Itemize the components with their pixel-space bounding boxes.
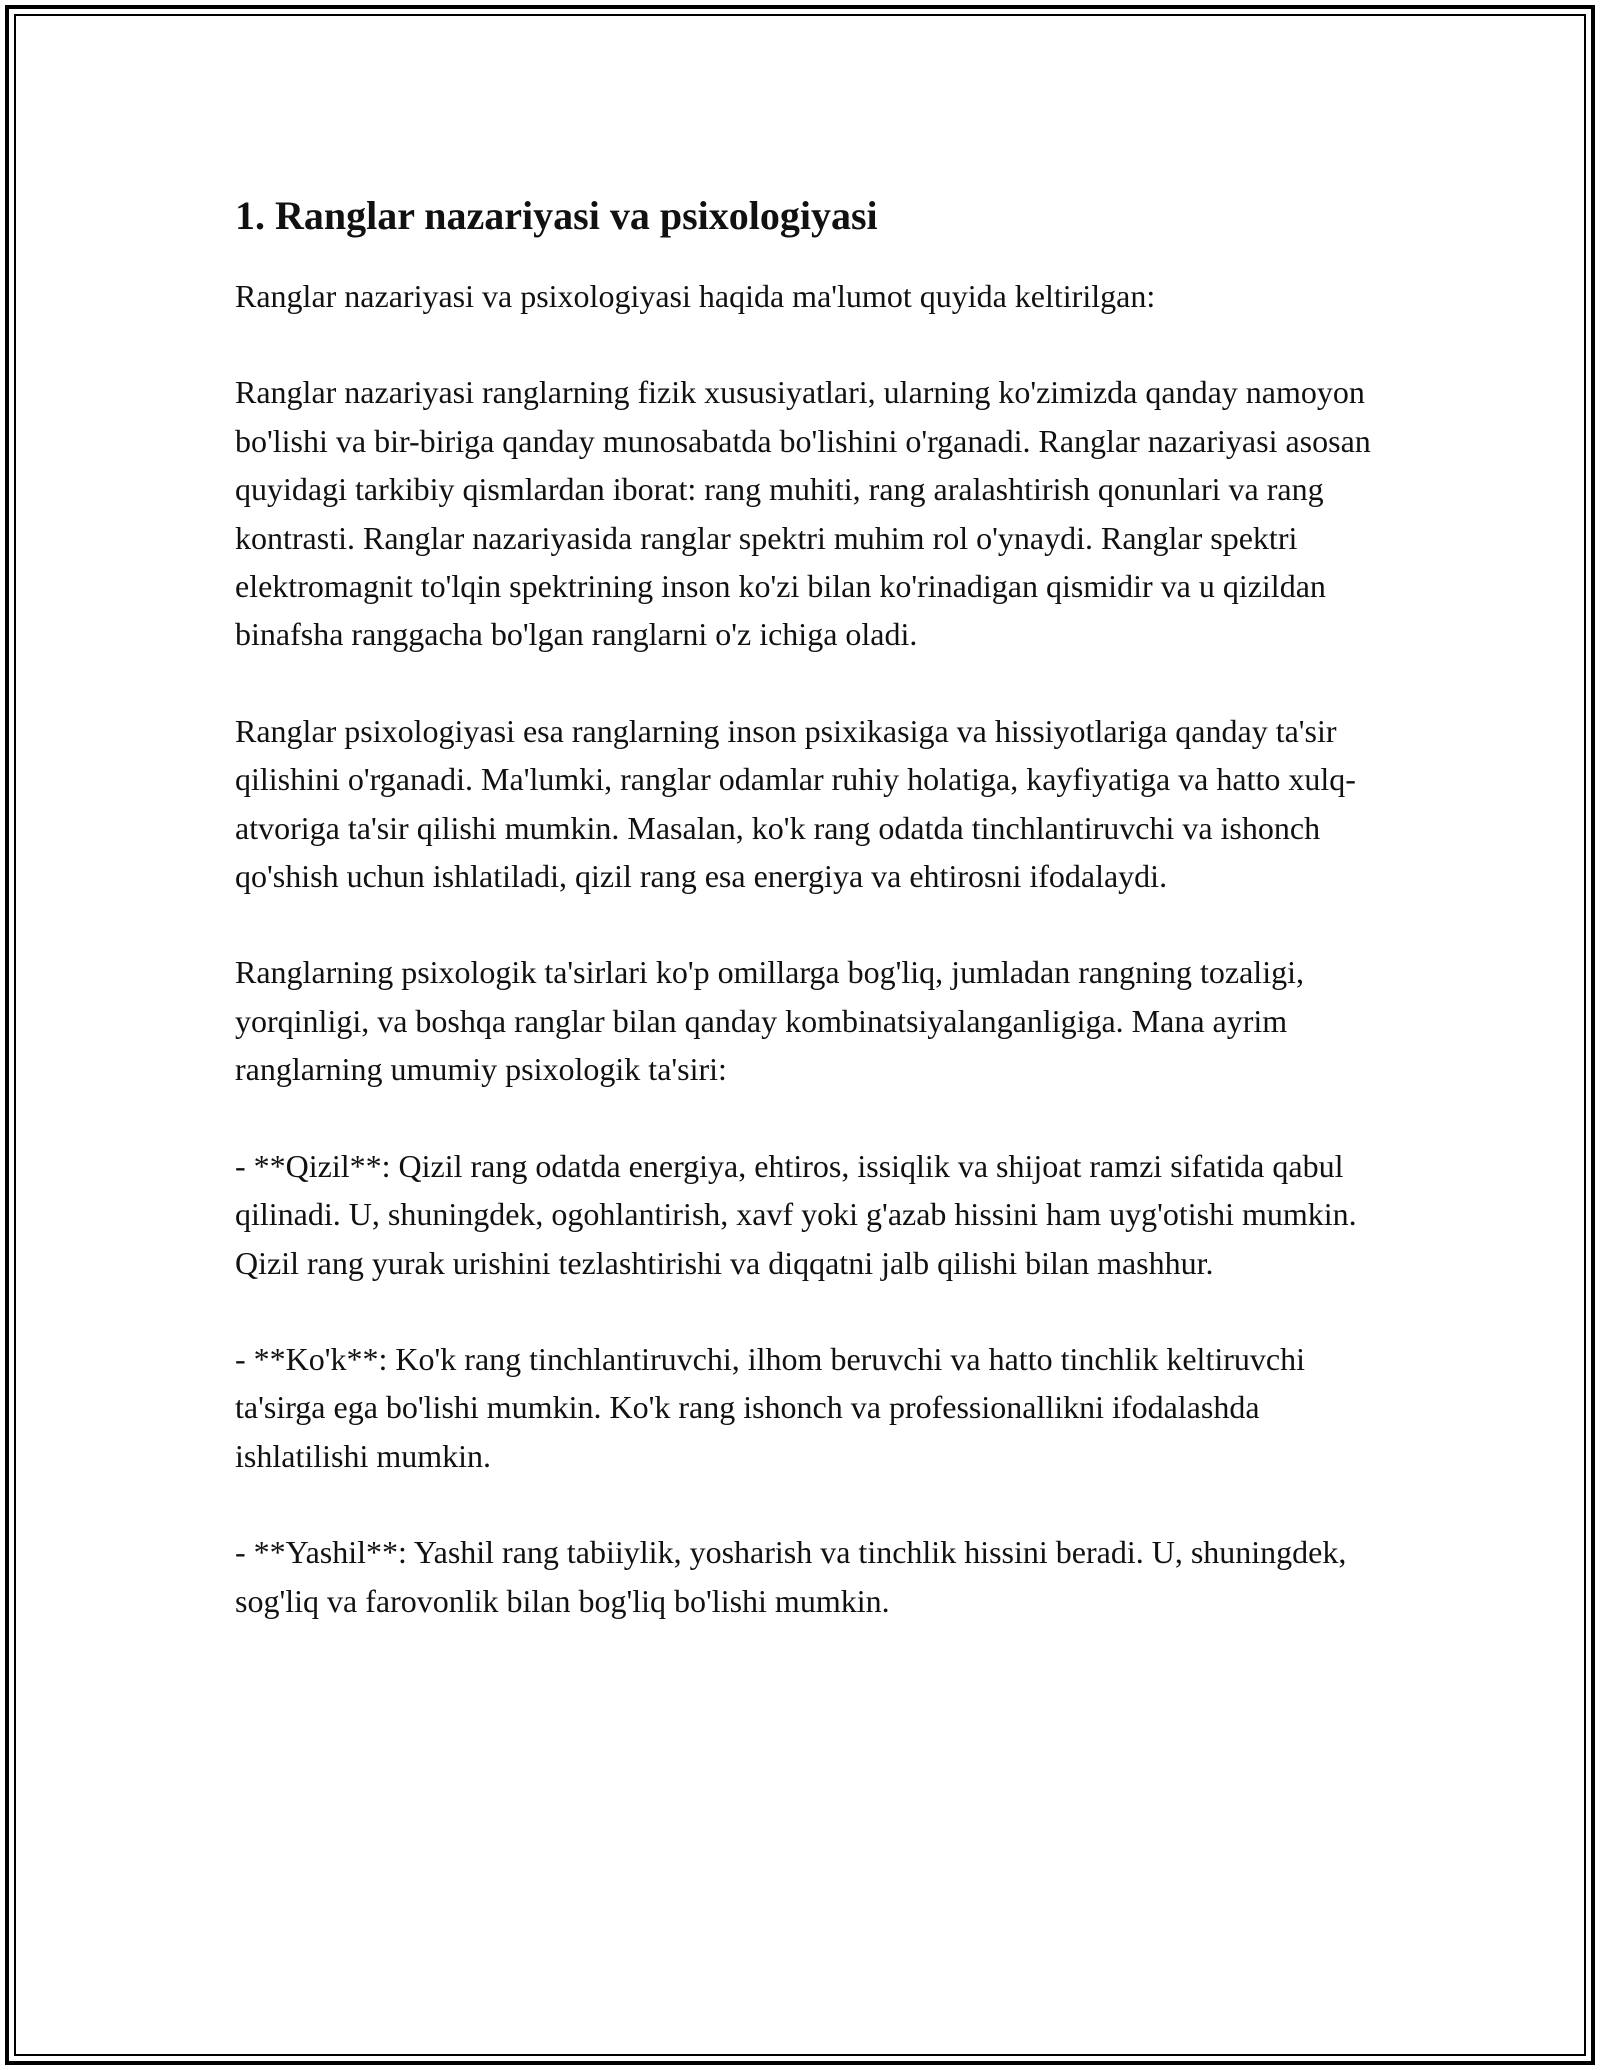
color-psychology-paragraph: Ranglar psixologiyasi esa ranglarning inson psixikasiga va hissiyotlariga qanday ta'sir qilishini o'rganadi. Ma'lumki, ranglar odamlar ruhiy holatiga, kayfiyatiga va hatto xulq-atvoriga ta'sir qilishi mumkin. Masalan, ko'k rang odatda tinchlantiruvchi va ishonch qo'shish uchun ishlatiladi, qizil rang esa energiya va ehtirosni ifodalaydi. xyxy=(235,712,1356,895)
psychological-effects-paragraph: Ranglarning psixologik ta'sirlari ko'p omillarga bog'liq, jumladan rangning tozaligi, yorqinligi, va boshqa ranglar bilan qanday kombinatsiyalanganligiga. Mana ayrim ranglarning umumiy psixologik ta'siri: xyxy=(235,954,1304,1088)
color-theory-paragraph: Ranglar nazariyasi ranglarning fizik xususiyatlari, ularning ko'zimizda qanday namoyon bo'lishi va bir-biriga qanday munosabatda bo'lishini o'rganadi. Ranglar nazariyasi asosan quyidagi tarkibiy qismlardan iborat: rang muhiti, rang aralashtirish qonunlari va rang kontrasti. Ranglar nazariyasida ranglar spektri muhim rol o'ynaydi. Ranglar spektri elektromagnit to'lqin spektrining inson ko'zi bilan ko'rinadigan qismidir va u qizildan binafsha ranggacha bo'lgan ranglarni o'z ichiga oladi. xyxy=(235,374,1371,653)
section-heading: 1. Ranglar nazariyasi va psixologiyasi xyxy=(235,193,878,238)
document-body xyxy=(235,186,1375,1673)
list-item-blue: - **Ko'k**: Ko'k rang tinchlantiruvchi, ilhom beruvchi va hatto tinchlik keltiruvchi ta'sirga ega bo'lishi mumkin. Ko'k rang ishonch va professionallikni ifodalashda ishlatilishi mumkin. xyxy=(235,1340,1305,1474)
intro-paragraph: Ranglar nazariyasi va psixologiyasi haqida ma'lumot quyida keltirilgan: xyxy=(235,278,1156,314)
list-item-green: - **Yashil**: Yashil rang tabiiylik, yosharish va tinchlik hissini beradi. U, shuningdek, sog'liq va farovonlik bilan bog'liq bo'lishi mumkin. xyxy=(235,1534,1347,1619)
list-item-red: - **Qizil**: Qizil rang odatda energiya, ehtiros, issiqlik va shijoat ramzi sifatida qabul qilinadi. U, shuningdek, ogohlantirish, xavf yoki g'azab hissini ham uyg'otishi mumkin. Qizil rang yurak urishini tezlashtirishi va diqqatni jalb qilishi bilan mashhur. xyxy=(235,1147,1357,1281)
